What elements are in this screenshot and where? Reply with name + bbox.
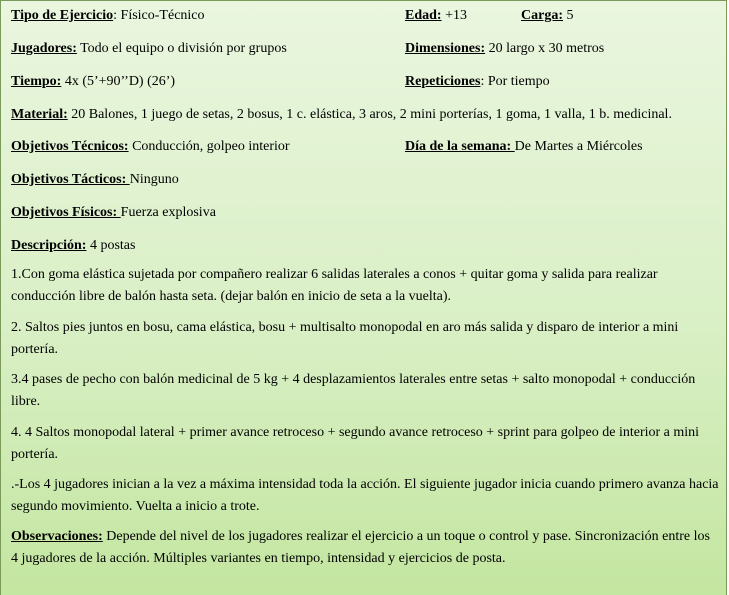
descripcion-value: 4 postas [86, 238, 136, 253]
obj-fisicos-value: Fuerza explosiva [120, 205, 216, 220]
edad-row [405, 7, 467, 24]
obj-tecnicos-row [11, 138, 290, 155]
dia-value: De Martes a Miércoles [514, 139, 643, 154]
repeticiones-label: Repeticiones [405, 74, 481, 89]
material-row [11, 106, 672, 123]
carga-row [521, 7, 574, 24]
tiempo-label: Tiempo: [11, 74, 62, 89]
tipo-row [11, 7, 205, 24]
observaciones-paragraph [11, 526, 719, 570]
edad-value: +13 [441, 8, 467, 23]
note-paragraph: .-Los 4 jugadores inician a la vez a máxima intensidad toda la acción. El siguiente jugador inicia cuando primero avanza hacia segundo movimiento. Vuelta a inicio a trote. [11, 477, 719, 514]
material-label: Material: [11, 107, 68, 122]
descripcion-row [11, 237, 135, 254]
tipo-value: : Físico-Técnico [113, 8, 205, 23]
carga-label: Carga: [521, 8, 563, 23]
observaciones-label: Observaciones: [11, 529, 103, 544]
tipo-label: Tipo de Ejercicio [11, 8, 114, 23]
dia-label: Día de la semana: [405, 139, 515, 154]
observaciones-value: Depende del nivel de los jugadores realizar el ejercicio a un toque o control y pase. Sincronización entre los 4 jugadores de la acción. Múltiples variantes en tiempo, intensidad y ejercicios de posta. [11, 529, 710, 566]
repeticiones-value: : Por tiempo [480, 74, 550, 89]
obj-tecnicos-value: Conducción, golpeo interior [128, 139, 290, 154]
posta-3-paragraph: 3.4 pases de pecho con balón medicinal de 5 kg + 4 desplazamientos laterales entre setas + salto monopodal + conducción libre. [11, 372, 696, 409]
repeticiones-row [405, 73, 550, 90]
obj-tecnicos-label: Objetivos Técnicos: [11, 139, 129, 154]
tiempo-row [11, 73, 175, 90]
edad-label: Edad: [405, 8, 442, 23]
dimensiones-label: Dimensiones: [405, 41, 486, 56]
obj-fisicos-row [11, 204, 216, 221]
jugadores-label: Jugadores: [11, 41, 77, 56]
dia-row [405, 138, 643, 155]
posta-1-paragraph: 1.Con goma elástica sujetada por compañero realizar 6 salidas laterales a conos + quitar goma y salida para realizar conducción libre de balón hasta seta. (dejar balón en inicio de seta a la vuelta). [11, 267, 658, 304]
material-value: 20 Balones, 1 juego de setas, 2 bosus, 1 c. elástica, 3 aros, 2 mini porterías, 1 goma, 1 valla, 1 b. medicinal. [67, 107, 672, 122]
obj-tacticos-value: Ninguno [129, 172, 179, 187]
dimensiones-value: 20 largo x 30 metros [485, 41, 605, 56]
posta-2-paragraph: 2. Saltos pies juntos en bosu, cama elástica, bosu + multisalto monopodal en aro más salida y disparo de interior a mini portería. [11, 320, 679, 357]
jugadores-row [11, 40, 287, 57]
obj-fisicos-label: Objetivos Físicos: [11, 205, 121, 220]
obj-tacticos-row [11, 171, 179, 188]
jugadores-value: Todo el equipo o división por grupos [76, 41, 287, 56]
tiempo-value: 4x (5’+90’’D) (26’) [61, 74, 176, 89]
posta-4-paragraph: 4. 4 Saltos monopodal lateral + primer avance retroceso + segundo avance retroceso + sprint para golpeo de interior a mini portería. [11, 425, 700, 462]
obj-tacticos-label: Objetivos Tácticos: [11, 172, 130, 187]
dimensiones-row [405, 40, 604, 57]
carga-value: 5 [563, 8, 574, 23]
descripcion-label: Descripción: [11, 238, 87, 253]
